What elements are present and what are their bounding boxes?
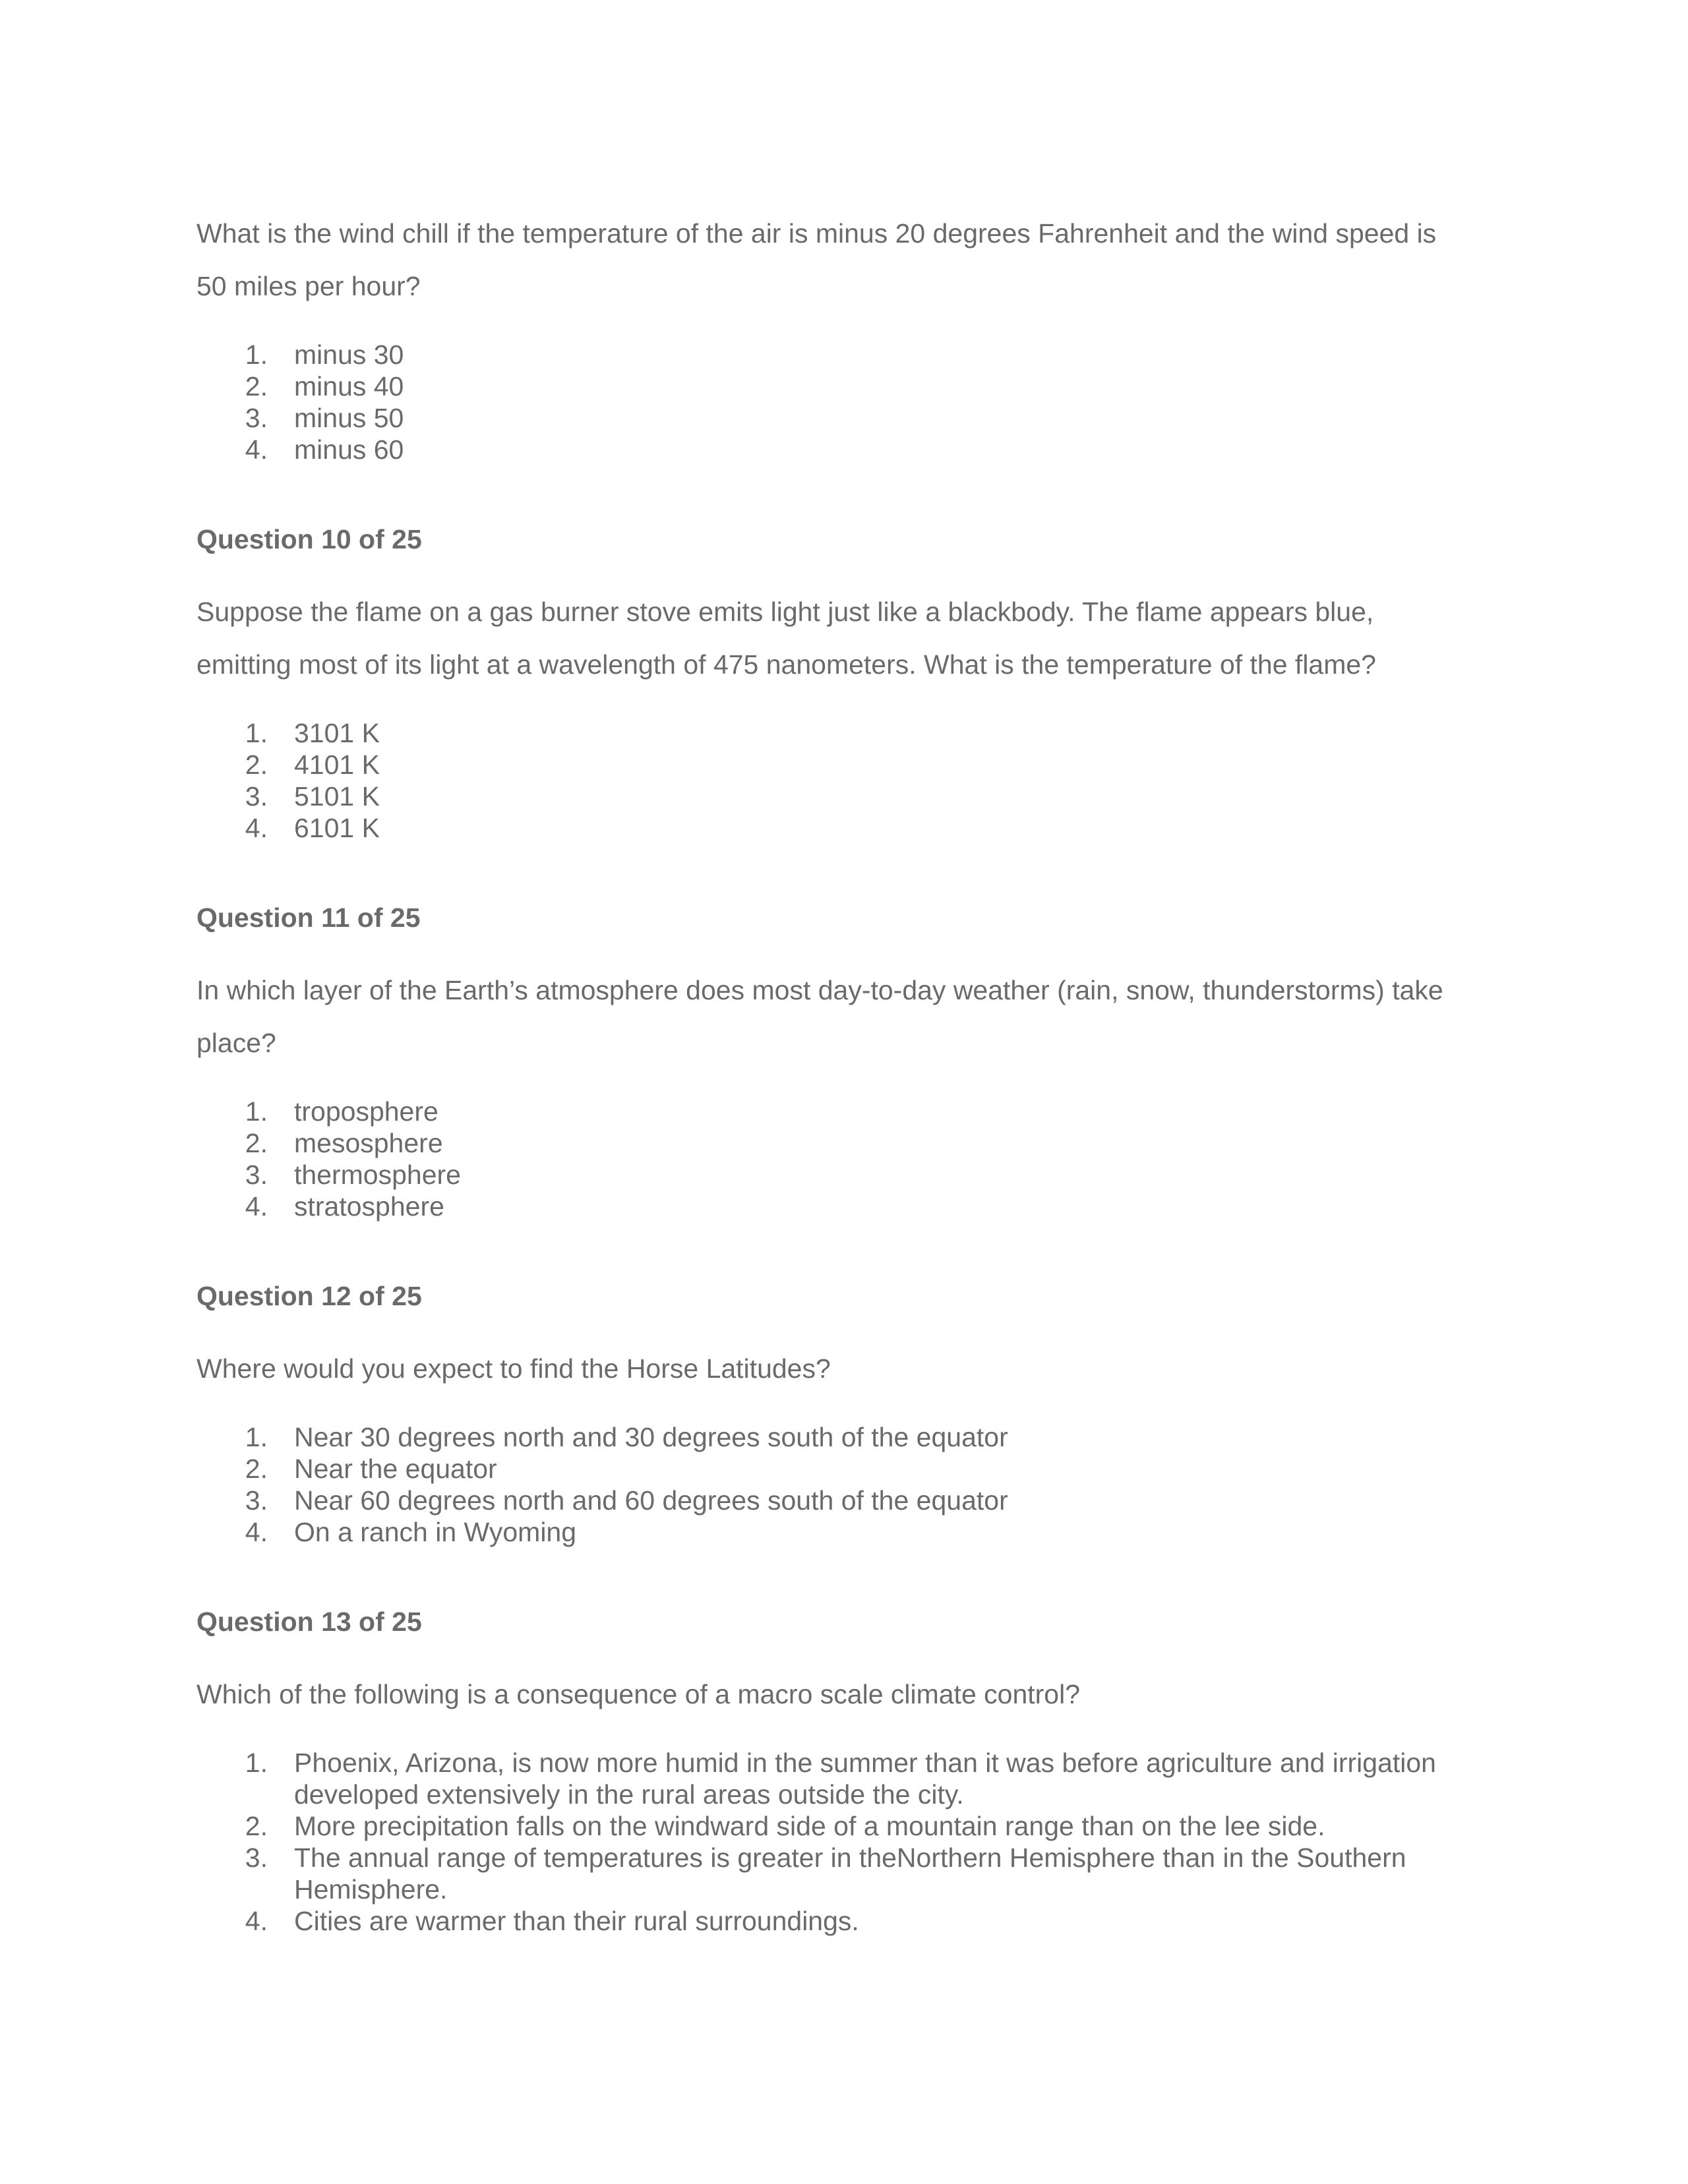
question-10-options [196,717,1469,844]
option-number: 1. [245,339,268,370]
question-12-option [196,1453,1469,1485]
question-11-options [196,1096,1469,1222]
option-text: Phoenix, Arizona, is now more humid in the summer than it was before agriculture and irrigation developed extensively in the rural areas outside the city. [294,1748,1436,1810]
option-text: minus 60 [294,434,404,465]
option-text: thermosphere [294,1160,461,1190]
question-12-heading: Question 12 of 25 [196,1281,422,1311]
question-9-option [196,434,1469,465]
option-number: 2. [245,371,268,401]
option-text: Near 30 degrees north and 30 degrees south of the equator [294,1422,1008,1452]
option-number: 3. [245,781,268,812]
question-13-option [196,1747,1469,1810]
option-text: mesosphere [294,1128,443,1158]
option-number: 2. [245,1454,268,1484]
question-9-option [196,370,1469,402]
option-text: stratosphere [294,1191,444,1222]
option-number: 1. [245,718,268,748]
option-text: 6101 K [294,813,380,843]
question-11-option [196,1096,1469,1127]
option-text: minus 40 [294,371,404,401]
question-13-option [196,1905,1469,1937]
question-10-option [196,781,1469,812]
question-12-option [196,1516,1469,1548]
question-12-option [196,1485,1469,1516]
option-text: 3101 K [294,718,380,748]
question-9-options [196,339,1469,465]
option-number: 3. [245,1160,268,1190]
option-text: On a ranch in Wyoming [294,1517,577,1547]
option-number: 3. [245,1485,268,1516]
question-13-option [196,1810,1469,1842]
question-9-text: What is the wind chill if the temperature of the air is minus 20 degrees Fahrenheit and the wind speed is 50 miles per hour? [196,218,1437,301]
option-number: 4. [245,1906,268,1936]
option-text: The annual range of temperatures is greater in theNorthern Hemisphere than in the Southern Hemisphere. [294,1843,1406,1904]
question-11-heading: Question 11 of 25 [196,902,421,933]
option-text: 4101 K [294,750,380,780]
option-number: 1. [245,1748,268,1778]
option-number: 2. [245,1811,268,1841]
option-text: Cities are warmer than their rural surroundings. [294,1906,859,1936]
question-10-option [196,717,1469,749]
option-number: 4. [245,1191,268,1222]
question-11-option [196,1127,1469,1159]
question-10-option [196,749,1469,781]
question-13-option [196,1842,1469,1905]
question-11-option [196,1191,1469,1222]
option-text: Near the equator [294,1454,497,1484]
option-number: 3. [245,403,268,433]
question-10-heading: Question 10 of 25 [196,524,422,554]
question-13-text: Which of the following is a consequence of a macro scale climate control? [196,1679,1081,1709]
option-number: 1. [245,1096,268,1127]
option-number: 4. [245,813,268,843]
question-12-option [196,1421,1469,1453]
option-number: 2. [245,750,268,780]
option-text: minus 50 [294,403,404,433]
option-text: Near 60 degrees north and 60 degrees south of the equator [294,1485,1008,1516]
question-10-text: Suppose the flame on a gas burner stove emits light just like a blackbody. The flame appears blue, emitting most of its light at a wavelength of 475 nanometers. What is the temperature of the flame? [196,597,1376,680]
question-13-options [196,1747,1469,1937]
question-9-option [196,402,1469,434]
question-9-option [196,339,1469,370]
question-12-text: Where would you expect to find the Horse Latitudes? [196,1353,831,1384]
question-13-heading: Question 13 of 25 [196,1607,422,1637]
option-number: 2. [245,1128,268,1158]
option-number: 4. [245,1517,268,1547]
option-number: 1. [245,1422,268,1452]
question-10-option [196,812,1469,844]
option-number: 3. [245,1843,268,1873]
option-number: 4. [245,434,268,465]
option-text: troposphere [294,1096,438,1127]
option-text: More precipitation falls on the windward side of a mountain range than on the lee side. [294,1811,1325,1841]
question-11-option [196,1159,1469,1191]
option-text: minus 30 [294,339,404,370]
question-12-options [196,1421,1469,1548]
question-11-text: In which layer of the Earth’s atmosphere does most day-to-day weather (rain, snow, thunderstorms) take place? [196,975,1443,1058]
option-text: 5101 K [294,781,380,812]
